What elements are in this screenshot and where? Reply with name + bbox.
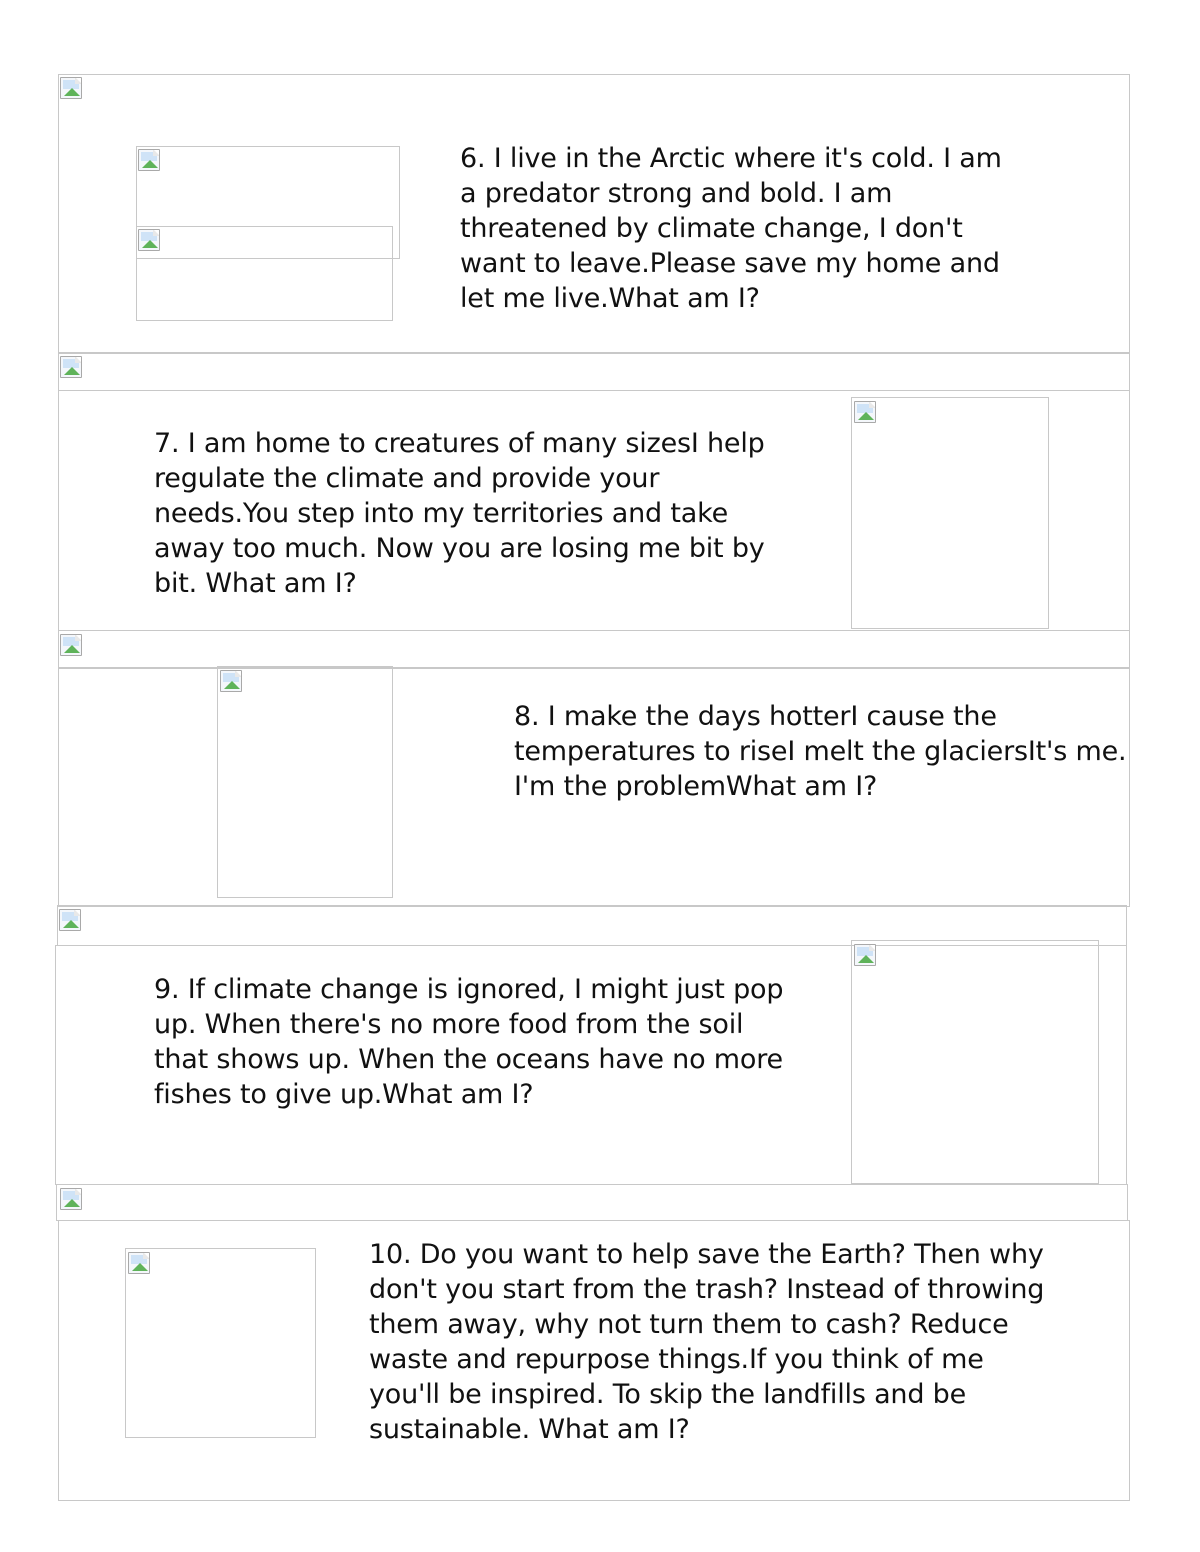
riddle-line: want to leave.Please save my home and	[460, 248, 1000, 279]
image-placeholder	[217, 666, 393, 898]
riddle-line: bit. What am I?	[154, 568, 357, 599]
riddle-line: let me live.What am I?	[460, 283, 760, 314]
riddle-line: I'm the problemWhat am I?	[514, 771, 878, 802]
broken-image-icon	[854, 401, 876, 423]
broken-image-icon	[138, 149, 160, 171]
broken-image-icon	[60, 356, 82, 378]
riddle-line: a predator strong and bold. I am	[460, 178, 893, 209]
riddle-text-7	[154, 426, 765, 601]
riddle-line: that shows up. When the oceans have no more	[154, 1044, 783, 1075]
riddle-line: needs.You step into my territories and take	[154, 498, 728, 529]
riddle-line: threatened by climate change, I don't	[460, 213, 963, 244]
image-placeholder	[851, 397, 1049, 629]
riddle-line: 10. Do you want to help save the Earth? Then why	[369, 1239, 1044, 1270]
broken-image-icon	[128, 1252, 150, 1274]
image-placeholder	[136, 226, 393, 321]
riddle-text-6	[460, 141, 1002, 316]
image-placeholder	[851, 940, 1099, 1184]
riddle-line: 9. If climate change is ignored, I might just pop	[154, 974, 784, 1005]
broken-image-icon	[60, 634, 82, 656]
riddle-line: away too much. Now you are losing me bit by	[154, 533, 765, 564]
riddle-text-9	[154, 972, 783, 1112]
riddle-line: them away, why not turn them to cash? Reduce	[369, 1309, 1009, 1340]
riddle-line: you'll be inspired. To skip the landfills and be	[369, 1379, 967, 1410]
riddle-line: temperatures to riseI melt the glaciersIt's me.	[514, 736, 1127, 767]
riddle-text-10	[369, 1237, 1044, 1447]
riddle-line: 8. I make the days hotterI cause the	[514, 701, 997, 732]
broken-image-icon	[60, 77, 82, 99]
broken-image-icon	[220, 670, 242, 692]
image-placeholder	[125, 1248, 316, 1438]
riddle-line: don't you start from the trash? Instead of throwing	[369, 1274, 1045, 1305]
separator-strip	[56, 1184, 1128, 1221]
separator-strip	[58, 630, 1130, 669]
riddle-line: sustainable. What am I?	[369, 1414, 690, 1445]
riddle-text-8	[514, 699, 1126, 804]
broken-image-icon	[59, 909, 81, 931]
riddle-line: up. When there's no more food from the soil	[154, 1009, 744, 1040]
riddle-line: fishes to give up.What am I?	[154, 1079, 534, 1110]
riddle-line: waste and repurpose things.If you think of me	[369, 1344, 984, 1375]
riddle-line: 6. I live in the Arctic where it's cold. I am	[460, 143, 1002, 174]
riddle-line: 7. I am home to creatures of many sizesI help	[154, 428, 765, 459]
broken-image-icon	[138, 229, 160, 251]
separator-strip	[58, 352, 1130, 391]
riddle-line: regulate the climate and provide your	[154, 463, 660, 494]
broken-image-icon	[854, 944, 876, 966]
broken-image-icon	[60, 1188, 82, 1210]
